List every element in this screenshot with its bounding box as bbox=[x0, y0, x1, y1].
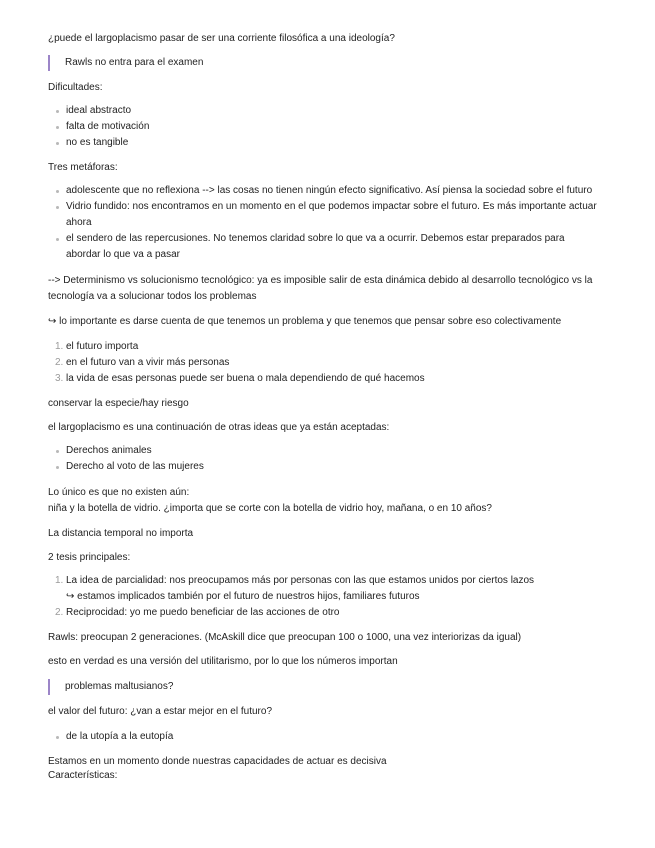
list-item bbox=[48, 605, 600, 621]
rawls-paragraph: Rawls: preocupan 2 generaciones. (McAskill dice que preocupan 100 o 1000, una vez interiorizas da igual) bbox=[48, 632, 522, 643]
list-item: el sendero de las repercusiones. No tenemos claridad sobre lo que va a ocurrir. Debemos estar preparados para abordar lo que va a pasar bbox=[48, 231, 600, 263]
list-number: 1. bbox=[55, 575, 64, 586]
list-text: La idea de parcialidad: nos preocupamos más por personas con las que estamos unidos por ciertos lazos bbox=[66, 575, 535, 586]
distancia-paragraph: La distancia temporal no importa bbox=[48, 528, 194, 539]
tesis-heading: 2 tesis principales: bbox=[48, 552, 131, 563]
list-text: en el futuro van a vivir más personas bbox=[66, 357, 230, 368]
list-item: falta de motivación bbox=[48, 119, 600, 135]
conservar-paragraph: conservar la especie/hay riesgo bbox=[48, 398, 189, 409]
tesis-list bbox=[48, 573, 600, 621]
unico-line-1: Lo único es que no existen aún: bbox=[48, 487, 190, 498]
list-item bbox=[48, 355, 600, 371]
list-number: 1. bbox=[55, 341, 64, 352]
dificultades-heading: Dificultades: bbox=[48, 82, 103, 93]
utopia-list bbox=[48, 729, 600, 745]
list-item bbox=[48, 371, 600, 387]
dificultades-list bbox=[48, 103, 600, 151]
list-item: Derechos animales bbox=[48, 443, 600, 459]
metaforas-list bbox=[48, 183, 600, 263]
callout-maltusianos: problemas maltusianos? bbox=[48, 679, 600, 695]
list-text: el futuro importa bbox=[66, 341, 139, 352]
list-number: 3. bbox=[55, 373, 64, 384]
list-subtext: ↪ estamos implicados también por el futuro de nuestros hijos, familiares futuros bbox=[66, 591, 420, 602]
metaforas-heading: Tres metáforas: bbox=[48, 162, 118, 173]
determinismo-paragraph: --> Determinismo vs solucionismo tecnológico: ya es imposible salir de esta dinámica debido al desarrollo tecnológico vs la tecnología va a solucionar todos los problemas bbox=[48, 275, 593, 302]
question-paragraph: ¿puede el largoplacismo pasar de ser una corriente filosófica a una ideología? bbox=[48, 33, 395, 44]
momento-line-1: Estamos en un momento donde nuestras capacidades de actuar es decisiva bbox=[48, 756, 387, 767]
list-item: adolescente que no reflexiona --> las cosas no tienen ningún efecto significativo. Así piensa la sociedad sobre el futuro bbox=[48, 183, 600, 199]
momento-paragraph bbox=[48, 755, 600, 783]
list-item: Derecho al voto de las mujeres bbox=[48, 459, 600, 475]
utilitarismo-paragraph: esto en verdad es una versión del utilitarismo, por lo que los números importan bbox=[48, 656, 398, 667]
futuro-list bbox=[48, 339, 600, 387]
derechos-list bbox=[48, 443, 600, 475]
list-text: la vida de esas personas puede ser buena o mala dependiendo de qué hacemos bbox=[66, 373, 425, 384]
valor-paragraph: el valor del futuro: ¿van a estar mejor en el futuro? bbox=[48, 706, 273, 717]
list-number: 2. bbox=[55, 357, 64, 368]
list-item bbox=[48, 339, 600, 355]
unico-paragraph bbox=[48, 485, 600, 517]
continuacion-paragraph: el largoplacismo es una continuación de otras ideas que ya están aceptadas: bbox=[48, 422, 390, 433]
list-item: de la utopía a la eutopía bbox=[48, 729, 600, 745]
list-item: Vidrio fundido: nos encontramos en un momento en el que podemos impactar sobre el futuro. Es más importante actuar ahora bbox=[48, 199, 600, 231]
importante-paragraph: ↪ lo importante es darse cuenta de que tenemos un problema y que tenemos que pensar sobre eso colectivamente bbox=[48, 316, 562, 327]
unico-line-2: niña y la botella de vidrio. ¿importa que se corte con la botella de vidrio hoy, mañana, o en 10 años? bbox=[48, 503, 492, 514]
callout-rawls: Rawls no entra para el examen bbox=[48, 55, 600, 71]
list-text: Reciprocidad: yo me puedo beneficiar de las acciones de otro bbox=[66, 607, 340, 618]
list-number: 2. bbox=[55, 607, 64, 618]
notes-page bbox=[48, 32, 600, 793]
list-item: no es tangible bbox=[48, 135, 600, 151]
momento-line-2: Características: bbox=[48, 770, 118, 781]
list-item bbox=[48, 573, 600, 605]
list-item: ideal abstracto bbox=[48, 103, 600, 119]
